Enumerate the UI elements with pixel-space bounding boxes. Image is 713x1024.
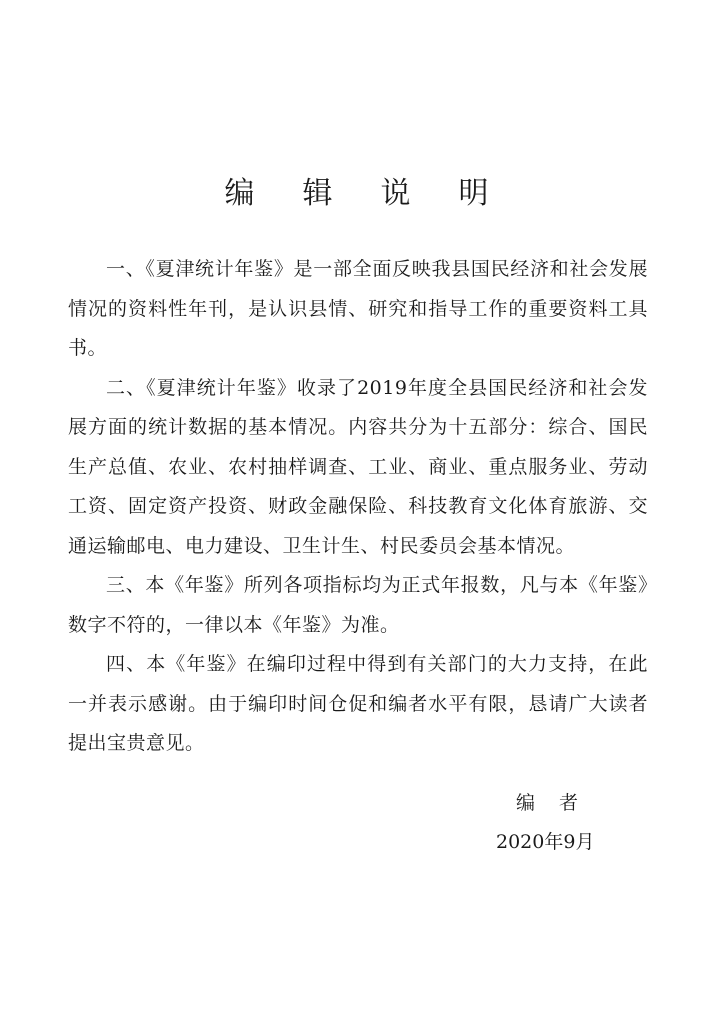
paragraph-1: 一、《夏津统计年鉴》是一部全面反映我县国民经济和社会发展情况的资料性年刊，是认识县情、研究和指导工作的重要资料工具书。: [68, 258, 648, 359]
paragraph-2: 二、《夏津统计年鉴》收录了2019年度全县国民经济和社会发展方面的统计数据的基本情况。内容共分为十五部分：综合、国民生产总值、农业、农村抽样调查、工业、商业、重点服务业、劳动工资、固定资产投资、财政金融保险、科技教育文化体育旅游、交通运输邮电、电力建设、卫生计生、村民委员会基本情况。: [68, 376, 648, 557]
page-title: 编辑说明: [224, 176, 537, 211]
signature: 编者: [516, 792, 603, 814]
paragraph-4: 四、本《年鉴》在编印过程中得到有关部门的大力支持，在此一并表示感谢。由于编印时间仓促和编者水平有限，恳请广大读者提出宝贵意见。: [68, 653, 648, 754]
date: 2020年9月: [496, 831, 595, 853]
paragraph-3: 三、本《年鉴》所列各项指标均为正式年报数，凡与本《年鉴》数字不符的，一律以本《年鉴》为准。: [68, 574, 648, 636]
body-text: [68, 250, 648, 764]
